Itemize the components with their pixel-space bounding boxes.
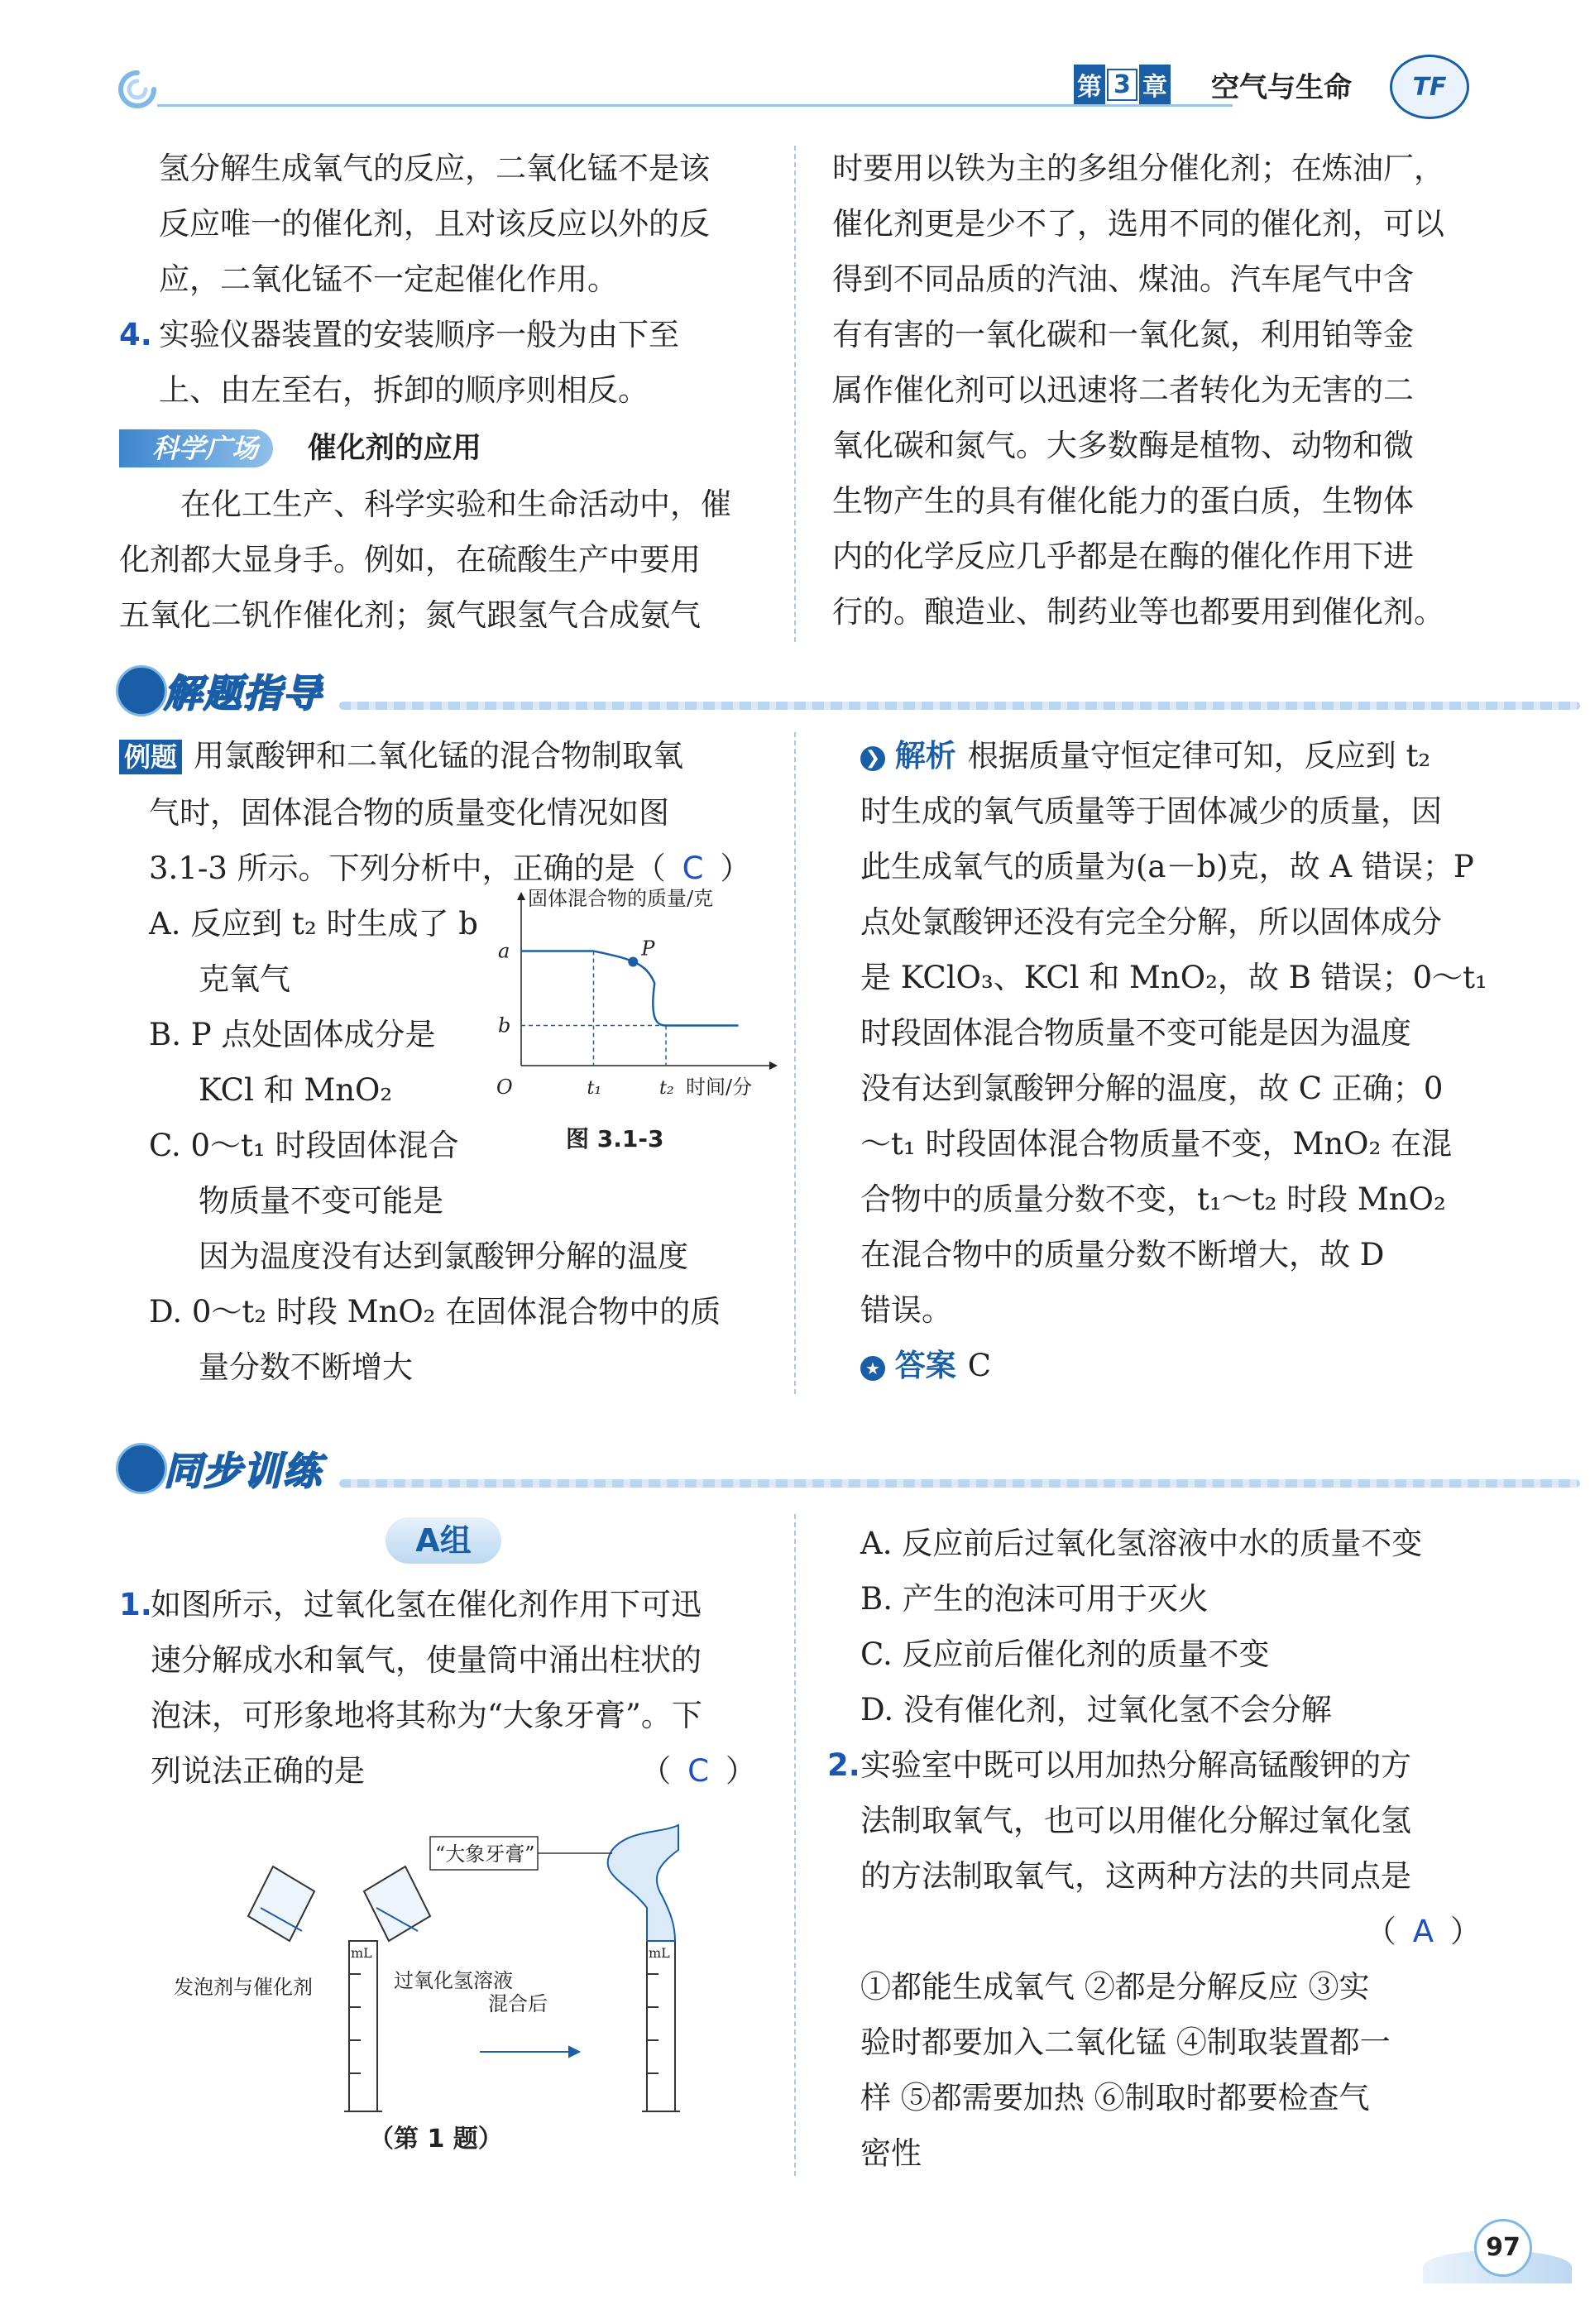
ml-label-right: mL — [649, 1945, 670, 1961]
example-option-c: 因为温度没有达到氯酸钾分解的温度 — [199, 1239, 688, 1274]
origin-label: O — [496, 1076, 513, 1099]
text-line: 属作催化剂可以迅速将二者转化为无害的二 — [832, 372, 1414, 408]
section-guide-banner — [116, 662, 1481, 715]
text-line: 应，二氧化锰不一定起催化作用。 — [159, 261, 618, 297]
analysis-line: 点处氯酸钾还没有完全分解，所以固体成分 — [860, 904, 1442, 940]
section-guide-title: 解题指导 — [164, 671, 323, 716]
q1-text: 如图所示，过氧化氢在催化剂作用下可迅 — [151, 1587, 702, 1622]
chapter-prefix: 第 — [1074, 65, 1105, 104]
q1-paren-close: ） — [726, 1753, 756, 1789]
q1-line: 速分解成水和氧气，使量筒中涌出柱状的 — [151, 1642, 702, 1678]
q1-figure-caption: （第 1 题） — [369, 2125, 503, 2154]
q1-line: 泡沫，可形象地将其称为“大象牙膏”。下 — [151, 1698, 702, 1733]
q1-text: 列说法正确的是 — [151, 1753, 365, 1789]
text-line: 生物产生的具有催化能力的蛋白质，生物体 — [832, 483, 1414, 519]
y-tick-b: b — [498, 1013, 511, 1037]
text-line: 氢分解生成氧气的反应，二氧化锰不是该 — [159, 151, 710, 186]
item-4-number: 4. — [119, 317, 152, 352]
q1-number: 1. — [119, 1587, 152, 1622]
q1-option-a: A. 反应前后过氧化氢溶液中水的质量不变 — [860, 1526, 1423, 1561]
example-paren-close: ） — [720, 851, 751, 886]
guide-banner-icon — [116, 665, 167, 716]
x-axis-arrow-icon — [769, 1061, 778, 1070]
q1-answer-paren — [640, 1743, 756, 1799]
group-a-label: A组 — [386, 1517, 501, 1564]
text-line: 氧化碳和氮气。大多数酶是植物、动物和微 — [832, 428, 1414, 463]
q2-paren-open: （ — [1365, 1914, 1396, 1949]
logo-text: TF — [1412, 72, 1447, 102]
q1-answer: C — [687, 1753, 709, 1789]
elephant-toothpaste-figure — [165, 1817, 695, 2131]
analysis-label: 解析 — [894, 738, 956, 774]
q2-line: 的方法制取氧气，这两种方法的共同点是 — [860, 1858, 1411, 1894]
q2-choices-line: ①都能生成氧气 ②都是分解反应 ③实 — [860, 1969, 1370, 2005]
q1-paren-open: （ — [640, 1753, 672, 1789]
star-icon: ★ — [860, 1356, 885, 1381]
foam-column — [608, 1825, 678, 1941]
figure-caption: 图 3.1-3 — [566, 1125, 664, 1152]
beaker-hydrogen-peroxide — [364, 1866, 430, 1941]
publisher-logo — [1390, 55, 1469, 119]
text-line: 行的。酿造业、制药业等也都要用到催化剂。 — [832, 594, 1444, 630]
text-line: 得到不同品质的汽油、煤油。汽车尾气中含 — [832, 261, 1414, 297]
h2o2-label: 过氧化氢溶液 — [394, 1969, 513, 1992]
q2-choices-line: 样 ⑤都需要加热 ⑥制取时都要检查气 — [860, 2080, 1370, 2116]
science-title: 催化剂的应用 — [307, 432, 481, 465]
x-tick-t1: t₁ — [587, 1078, 602, 1099]
q2-paren-close: ） — [1450, 1914, 1481, 1949]
example-option-a: A. 反应到 t₂ 时生成了 b — [149, 906, 478, 942]
analysis-line: 时生成的氧气质量等于固体减少的质量，因 — [860, 793, 1442, 829]
q2-text: 实验室中既可以用加热分解高锰酸钾的方 — [860, 1747, 1411, 1783]
q1-line — [119, 1577, 756, 1632]
answer-value: C — [967, 1348, 992, 1383]
x-tick-t2: t₂ — [659, 1078, 674, 1099]
point-p-label: P — [641, 937, 655, 961]
arrow-icon — [480, 2047, 579, 2057]
analysis-line: ～t₁ 时段固体混合物质量不变，MnO₂ 在混 — [860, 1126, 1453, 1162]
top-left-column — [119, 141, 756, 643]
column-divider-bottom — [794, 1514, 796, 2176]
measuring-cylinder-right — [642, 1941, 680, 2111]
text-line: 上、由左至右，拆卸的顺序则相反。 — [159, 372, 649, 408]
example-option-b: B. P 点处固体成分是 — [149, 1017, 436, 1052]
analysis-line: 此生成氧气的质量为(a－b)克，故 A 错误；P — [860, 849, 1474, 884]
analysis-block — [860, 728, 1487, 1393]
analysis-line: 没有达到氯酸钾分解的温度，故 C 正确；0 — [860, 1071, 1444, 1106]
text-line: 在化工生产、科学实验和生命活动中，催 — [180, 486, 731, 522]
chapter-title: 空气与生命 — [1211, 71, 1352, 104]
analysis-line — [860, 728, 1481, 783]
item-4-text: 实验仪器装置的安装顺序一般为由下至 — [159, 317, 679, 352]
foam-agent-label: 发泡剂与催化剂 — [174, 1976, 313, 1999]
practice-banner-icon — [116, 1443, 167, 1494]
header-rule — [157, 104, 1233, 107]
example-label: 例题 — [119, 740, 182, 774]
column-divider-top — [794, 146, 796, 642]
example-stem-text: 3.1-3 所示。下列分析中，正确的是（ — [149, 851, 666, 886]
ml-label-left: mL — [351, 1945, 372, 1961]
science-heading — [119, 419, 756, 477]
analysis-line: 时段固体混合物质量不变可能是因为温度 — [860, 1015, 1411, 1051]
example-option-c: C. 0～t₁ 时段固体混合 — [149, 1128, 459, 1163]
y-tick-a: a — [498, 939, 510, 963]
y-axis-label: 固体混合物的质量/克 — [528, 887, 714, 910]
section-practice-title: 同步训练 — [164, 1449, 323, 1493]
answer-line — [860, 1338, 1481, 1393]
chapter-number: 3 — [1107, 69, 1137, 101]
example-stem-text: 用氯酸钾和二氧化锰的混合物制取氧 — [194, 738, 684, 774]
text-line: 内的化学反应几乎都是在酶的催化作用下进 — [832, 539, 1414, 574]
mass-time-chart — [488, 887, 769, 1107]
point-p — [628, 957, 638, 967]
example-option-a: 克氧气 — [199, 961, 290, 997]
page-number: 97 — [1474, 2219, 1532, 2277]
example-answer: C — [682, 851, 704, 886]
guide-banner-line — [339, 702, 1580, 710]
answer-label: 答案 — [894, 1348, 956, 1383]
q2-answer-row — [860, 1904, 1481, 1959]
q1-option-d: D. 没有催化剂，过氧化氢不会分解 — [860, 1692, 1332, 1727]
example-option-d: 量分数不断增大 — [199, 1349, 413, 1385]
text-line: 有有害的一氧化碳和一氧化氮，利用铂等金 — [832, 317, 1414, 352]
header-swirl-icon — [116, 68, 159, 111]
q2-answer: A — [1412, 1914, 1434, 1949]
q1-option-c: C. 反应前后催化剂的质量不变 — [860, 1636, 1270, 1672]
text-line: 催化剂更是少不了，选用不同的催化剂，可以 — [832, 206, 1444, 242]
x-axis-label: 时间/分 — [686, 1076, 753, 1099]
example-option-c: 物质量不变可能是 — [199, 1183, 443, 1219]
analysis-line: 在混合物中的质量分数不断增大，故 D — [860, 1237, 1385, 1272]
analysis-line: 是 KClO₃、KCl 和 MnO₂，故 B 错误；0～t₁ — [860, 960, 1487, 995]
q1-option-b: B. 产生的泡沫可用于灭火 — [860, 1581, 1209, 1617]
toothpaste-label: “大象牙膏” — [435, 1842, 535, 1866]
mix-label: 混合后 — [488, 1992, 548, 2015]
measuring-cylinder-left — [344, 1941, 382, 2111]
question-1 — [119, 1577, 756, 1799]
q2-number: 2. — [827, 1747, 860, 1783]
analysis-line: 合物中的质量分数不变，t₁～t₂ 时段 MnO₂ — [860, 1181, 1446, 1217]
example-option-b: KCl 和 MnO₂ — [199, 1072, 393, 1108]
column-divider-middle — [794, 732, 796, 1394]
section-practice-banner — [116, 1440, 1481, 1493]
text-line: 时要用以铁为主的多组分催化剂；在炼油厂， — [832, 151, 1444, 186]
example-option-d: D. 0～t₂ 时段 MnO₂ 在固体混合物中的质 — [149, 1294, 721, 1330]
example-stem-line — [119, 728, 764, 785]
top-right-column — [832, 141, 1477, 640]
practice-right-column — [827, 1516, 1481, 2181]
analysis-icon: ❯ — [860, 746, 885, 771]
chapter-badge — [1074, 66, 1171, 103]
text-line: 反应唯一的催化剂，且对该反应以外的反 — [159, 206, 710, 242]
q2-choices-line: 验时都要加入二氧化锰 ④制取装置都一 — [860, 2025, 1391, 2060]
text-line: 五氧化二钒作催化剂；氮气跟氢气合成氨气 — [119, 597, 701, 633]
practice-banner-line — [339, 1479, 1580, 1488]
analysis-line: 错误。 — [860, 1292, 952, 1328]
q2-choices-line: 密性 — [860, 2135, 922, 2171]
chapter-suffix: 章 — [1139, 65, 1171, 104]
q2-line: 法制取氧气，也可以用催化分解过氧化氢 — [860, 1803, 1411, 1838]
q2-line — [827, 1737, 1481, 1793]
analysis-text: 根据质量守恒定律可知，反应到 t₂ — [967, 738, 1431, 774]
item-4 — [119, 307, 756, 362]
example-stem-line: 气时，固体混合物的质量变化情况如图 — [149, 795, 669, 831]
text-line: 化剂都大显身手。例如，在硫酸生产中要用 — [119, 542, 701, 577]
beaker-foaming-agent — [248, 1866, 314, 1941]
science-label: 科学广场 — [119, 429, 273, 467]
q1-line — [119, 1743, 756, 1799]
